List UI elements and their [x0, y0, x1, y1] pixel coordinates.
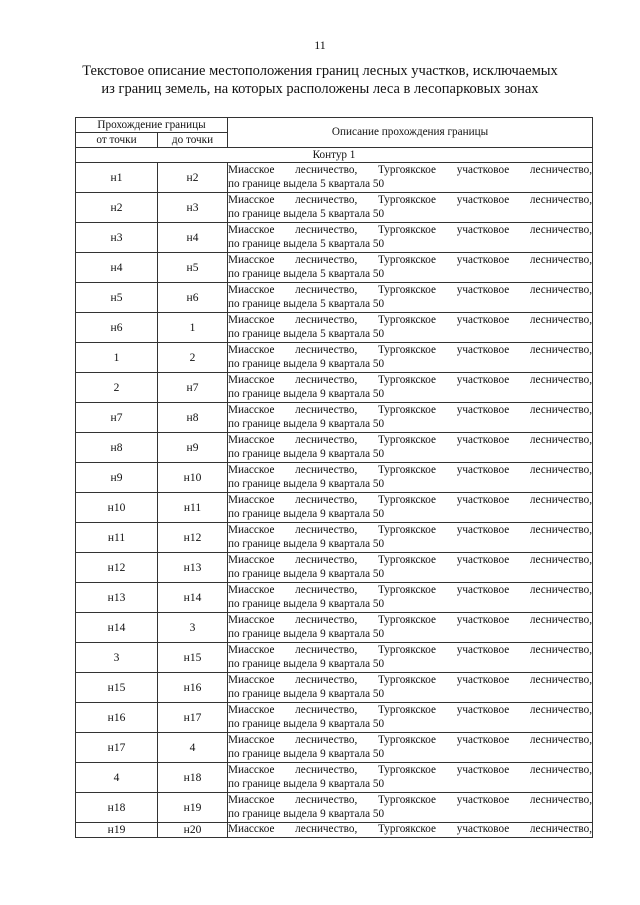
to-point-cell: н19	[158, 793, 228, 823]
description-cell	[228, 613, 593, 643]
table-row	[76, 703, 593, 733]
description-cell	[228, 493, 593, 523]
description-line-1: Миасское лесничество, Тургоякское участковое лесничество,	[228, 433, 593, 446]
description-line-2: по границе выдела 9 квартала 50	[228, 687, 385, 700]
description-line-2: по границе выдела 9 квартала 50	[228, 567, 385, 580]
table-row	[76, 673, 593, 703]
from-point-cell: 2	[76, 373, 158, 403]
to-point-cell: н10	[158, 463, 228, 493]
description-cell	[228, 373, 593, 403]
table-row	[76, 763, 593, 793]
description-line-1: Миасское лесничество, Тургоякское участковое лесничество,	[228, 493, 593, 506]
header-from-point: от точки	[76, 133, 158, 148]
from-point-cell: н4	[76, 253, 158, 283]
to-point-cell: 2	[158, 343, 228, 373]
table-row	[76, 553, 593, 583]
description-line-2: по границе выдела 5 квартала 50	[228, 267, 385, 280]
description-cell	[228, 823, 593, 838]
description-line-1: Миасское лесничество, Тургоякское участковое лесничество,	[228, 673, 593, 686]
to-point-cell: н15	[158, 643, 228, 673]
description-line-2: по границе выдела 5 квартала 50	[228, 177, 385, 190]
from-point-cell: н3	[76, 223, 158, 253]
description-line-2: по границе выдела 9 квартала 50	[228, 477, 385, 490]
contour-label: Контур 1	[76, 148, 593, 163]
description-cell	[228, 343, 593, 373]
from-point-cell: н8	[76, 433, 158, 463]
description-line-1: Миасское лесничество, Тургоякское участковое лесничество,	[228, 403, 593, 416]
from-point-cell: н19	[76, 823, 158, 838]
table-row	[76, 463, 593, 493]
table-row	[76, 433, 593, 463]
to-point-cell: н7	[158, 373, 228, 403]
description-line-2: по границе выдела 9 квартала 50	[228, 627, 385, 640]
description-cell	[228, 313, 593, 343]
description-line-2: по границе выдела 9 квартала 50	[228, 747, 385, 760]
from-point-cell: н6	[76, 313, 158, 343]
description-cell	[228, 463, 593, 493]
description-line-1: Миасское лесничество, Тургоякское участковое лесничество,	[228, 733, 593, 746]
description-line-1: Миасское лесничество, Тургоякское участковое лесничество,	[228, 463, 593, 476]
description-line-2: по границе выдела 9 квартала 50	[228, 507, 385, 520]
description-cell	[228, 703, 593, 733]
description-cell	[228, 553, 593, 583]
description-cell	[228, 163, 593, 193]
from-point-cell: 1	[76, 343, 158, 373]
description-line-1: Миасское лесничество, Тургоякское участковое лесничество,	[228, 793, 593, 806]
description-line-1: Миасское лесничество, Тургоякское участковое лесничество,	[228, 253, 593, 266]
description-line-2: по границе выдела 5 квартала 50	[228, 237, 385, 250]
table-row	[76, 163, 593, 193]
description-line-1: Миасское лесничество, Тургоякское участковое лесничество,	[228, 643, 593, 656]
page-number: 11	[314, 38, 326, 52]
description-line-2: по границе выдела 9 квартала 50	[228, 807, 385, 820]
to-point-cell: н8	[158, 403, 228, 433]
table-row	[76, 223, 593, 253]
table-row	[76, 493, 593, 523]
from-point-cell: н12	[76, 553, 158, 583]
page-title-line-1: Текстовое описание местоположения границ лесных участков, исключаемых	[82, 63, 558, 79]
table-row	[76, 583, 593, 613]
from-point-cell: н7	[76, 403, 158, 433]
description-line-1: Миасское лесничество, Тургоякское участковое лесничество,	[228, 523, 593, 536]
from-point-cell: н2	[76, 193, 158, 223]
header-passage: Прохождение границы	[76, 118, 228, 133]
table-row	[76, 403, 593, 433]
boundary-table	[75, 117, 593, 838]
to-point-cell: н4	[158, 223, 228, 253]
header-to-point: до точки	[158, 133, 228, 148]
description-line-2: по границе выдела 9 квартала 50	[228, 447, 385, 460]
page-title-line-2: из границ земель, на которых расположены леса в лесопарковых зонах	[101, 81, 539, 97]
description-line-1: Миасское лесничество, Тургоякское участковое лесничество,	[228, 343, 593, 356]
description-line-2: по границе выдела 9 квартала 50	[228, 717, 385, 730]
description-line-2: по границе выдела 9 квартала 50	[228, 777, 385, 790]
description-cell	[228, 733, 593, 763]
to-point-cell: н9	[158, 433, 228, 463]
to-point-cell: н12	[158, 523, 228, 553]
description-cell	[228, 793, 593, 823]
to-point-cell: н17	[158, 703, 228, 733]
table-row	[76, 523, 593, 553]
table-row	[76, 313, 593, 343]
description-cell	[228, 193, 593, 223]
to-point-cell: н13	[158, 553, 228, 583]
description-cell	[228, 433, 593, 463]
to-point-cell: 4	[158, 733, 228, 763]
description-cell	[228, 223, 593, 253]
description-line-2: по границе выдела 9 квартала 50	[228, 597, 385, 610]
to-point-cell: н14	[158, 583, 228, 613]
description-line-2: по границе выдела 5 квартала 50	[228, 327, 385, 340]
description-line-2: по границе выдела 5 квартала 50	[228, 207, 385, 220]
contour-row	[76, 148, 593, 163]
description-cell	[228, 283, 593, 313]
to-point-cell: н5	[158, 253, 228, 283]
from-point-cell: н9	[76, 463, 158, 493]
table-row	[76, 733, 593, 763]
description-line-1: Миасское лесничество, Тургоякское участковое лесничество,	[228, 163, 593, 176]
to-point-cell: н6	[158, 283, 228, 313]
table-row	[76, 283, 593, 313]
description-line-1: Миасское лесничество, Тургоякское участковое лесничество,	[228, 823, 593, 836]
from-point-cell: 4	[76, 763, 158, 793]
to-point-cell: 3	[158, 613, 228, 643]
header-description: Описание прохождения границы	[228, 118, 593, 148]
from-point-cell: н1	[76, 163, 158, 193]
description-line-1: Миасское лесничество, Тургоякское участковое лесничество,	[228, 373, 593, 386]
from-point-cell: н11	[76, 523, 158, 553]
description-cell	[228, 523, 593, 553]
description-line-1: Миасское лесничество, Тургоякское участковое лесничество,	[228, 763, 593, 776]
description-line-1: Миасское лесничество, Тургоякское участковое лесничество,	[228, 613, 593, 626]
table-row	[76, 373, 593, 403]
table-row	[76, 613, 593, 643]
description-cell	[228, 583, 593, 613]
description-line-2: по границе выдела 9 квартала 50	[228, 357, 385, 370]
to-point-cell: н3	[158, 193, 228, 223]
to-point-cell: н16	[158, 673, 228, 703]
table-row	[76, 823, 593, 838]
from-point-cell: н18	[76, 793, 158, 823]
description-line-2: по границе выдела 9 квартала 50	[228, 537, 385, 550]
description-cell	[228, 403, 593, 433]
description-line-1: Миасское лесничество, Тургоякское участковое лесничество,	[228, 283, 593, 296]
page-title	[60, 62, 580, 98]
table-row	[76, 793, 593, 823]
description-line-1: Миасское лесничество, Тургоякское участковое лесничество,	[228, 193, 593, 206]
to-point-cell: н20	[158, 823, 228, 838]
description-line-1: Миасское лесничество, Тургоякское участковое лесничество,	[228, 703, 593, 716]
from-point-cell: н10	[76, 493, 158, 523]
table-row	[76, 643, 593, 673]
description-line-1: Миасское лесничество, Тургоякское участковое лесничество,	[228, 553, 593, 566]
table-header-row	[76, 118, 593, 133]
description-line-2: по границе выдела 9 квартала 50	[228, 387, 385, 400]
from-point-cell: н17	[76, 733, 158, 763]
description-line-2: по границе выдела 9 квартала 50	[228, 417, 385, 430]
from-point-cell: н14	[76, 613, 158, 643]
from-point-cell: н15	[76, 673, 158, 703]
description-line-2: по границе выдела 9 квартала 50	[228, 657, 385, 670]
description-line-1: Миасское лесничество, Тургоякское участковое лесничество,	[228, 313, 593, 326]
from-point-cell: н5	[76, 283, 158, 313]
description-line-1: Миасское лесничество, Тургоякское участковое лесничество,	[228, 583, 593, 596]
from-point-cell: 3	[76, 643, 158, 673]
from-point-cell: н16	[76, 703, 158, 733]
table-row	[76, 193, 593, 223]
table-row	[76, 343, 593, 373]
from-point-cell: н13	[76, 583, 158, 613]
table-row	[76, 253, 593, 283]
description-cell	[228, 763, 593, 793]
description-line-2: по границе выдела 5 квартала 50	[228, 297, 385, 310]
description-cell	[228, 643, 593, 673]
table-body	[76, 148, 593, 838]
to-point-cell: н18	[158, 763, 228, 793]
description-cell	[228, 673, 593, 703]
to-point-cell: 1	[158, 313, 228, 343]
to-point-cell: н11	[158, 493, 228, 523]
to-point-cell: н2	[158, 163, 228, 193]
description-line-1: Миасское лесничество, Тургоякское участковое лесничество,	[228, 223, 593, 236]
description-cell	[228, 253, 593, 283]
